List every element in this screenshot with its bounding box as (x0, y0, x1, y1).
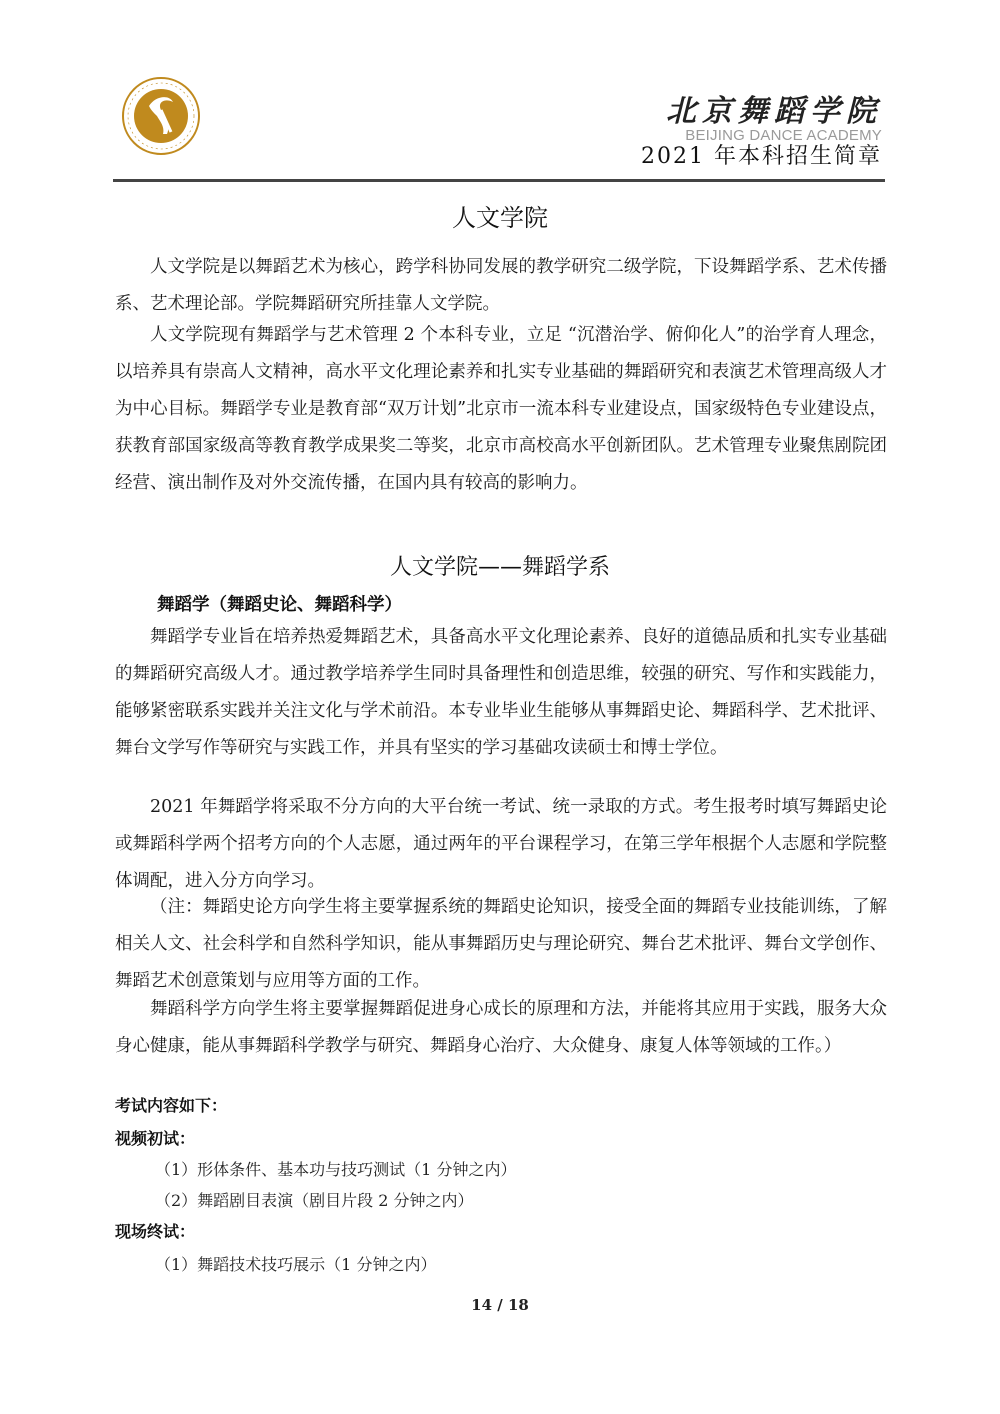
section-title: 人文学院 (452, 204, 548, 232)
intro-paragraph: 人文学院现有舞蹈学与艺术管理 2 个本科专业，立足 “沉潜治学、俯仰化人”的治学育人理念，以培养具有崇高人文精神，高水平文化理论素养和扎实专业基础的舞蹈研究和表演艺术管理高级人才为中心目标。舞蹈学专业是教育部“双万计划”北京市一流本科专业建设点，国家级特色专业建设点，获教育部国家级高等教育教学成果奖二等奖，北京市高校高水平创新团队。艺术管理专业聚焦剧院团经营、演出制作及对外交流传播，在国内具有较高的影响力。 (115, 325, 887, 493)
brand-block (641, 96, 882, 170)
exam-heading: 考试内容如下： (115, 1096, 228, 1115)
onsite-exam-heading: 现场终试： (115, 1222, 196, 1241)
note-paragraph: 舞蹈科学方向学生将主要掌握舞蹈促进身心成长的原理和方法，并能将其应用于实践，服务大众身心健康，能从事舞蹈科学教学与研究、舞蹈身心治疗、大众健身、康复人体等领域的工作。） (115, 999, 887, 1056)
header-divider (113, 179, 885, 182)
page-number: 14 / 18 (471, 1296, 529, 1314)
major-title: 舞蹈学（舞蹈史论、舞蹈科学） (157, 595, 402, 615)
department-title: 人文学院——舞蹈学系 (389, 555, 610, 580)
note-paragraph: （注：舞蹈史论方向学生将主要掌握系统的舞蹈史论知识，接受全面的舞蹈专业技能训练，了解相关人文、社会科学和自然科学知识，能从事舞蹈历史与理论研究、舞台艺术批评、舞台文学创作、舞蹈艺术创意策划与应用等方面的工作。 (115, 897, 887, 991)
brochure-title: 2021 年本科招生简章 (641, 144, 882, 169)
video-exam-item: （1）形体条件、基本功与技巧测试（1 分钟之内） (155, 1160, 517, 1179)
video-exam-heading: 视频初试： (115, 1129, 196, 1148)
brand-name-cn: 北京舞蹈学院 (666, 94, 882, 129)
major-paragraph: 舞蹈学专业旨在培养热爱舞蹈艺术，具备高水平文化理论素养、良好的道德品质和扎实专业基础的舞蹈研究高级人才。通过教学培养学生同时具备理性和创造思维，较强的研究、写作和实践能力，能够紧密联系实践并关注文化与学术前沿。本专业毕业生能够从事舞蹈史论、舞蹈科学、艺术批评、舞台文学写作等研究与实践工作，并具有坚实的学习基础攻读硕士和博士学位。 (115, 627, 887, 758)
brand-name-en: BEIJING DANCE ACADEMY (685, 127, 882, 144)
major-paragraph: 2021 年舞蹈学将采取不分方向的大平台统一考试、统一录取的方式。考生报考时填写舞蹈史论或舞蹈科学两个招考方向的个人志愿，通过两年的平台课程学习，在第三学年根据个人志愿和学院整体调配，进入分方向学习。 (115, 797, 887, 891)
onsite-exam-item: （1）舞蹈技术技巧展示（1 分钟之内） (155, 1255, 437, 1274)
academy-logo (121, 76, 201, 156)
video-exam-item: （2）舞蹈剧目表演（剧目片段 2 分钟之内） (155, 1191, 474, 1210)
intro-paragraph: 人文学院是以舞蹈艺术为核心，跨学科协同发展的教学研究二级学院，下设舞蹈学系、艺术传播系、艺术理论部。学院舞蹈研究所挂靠人文学院。 (115, 257, 887, 314)
